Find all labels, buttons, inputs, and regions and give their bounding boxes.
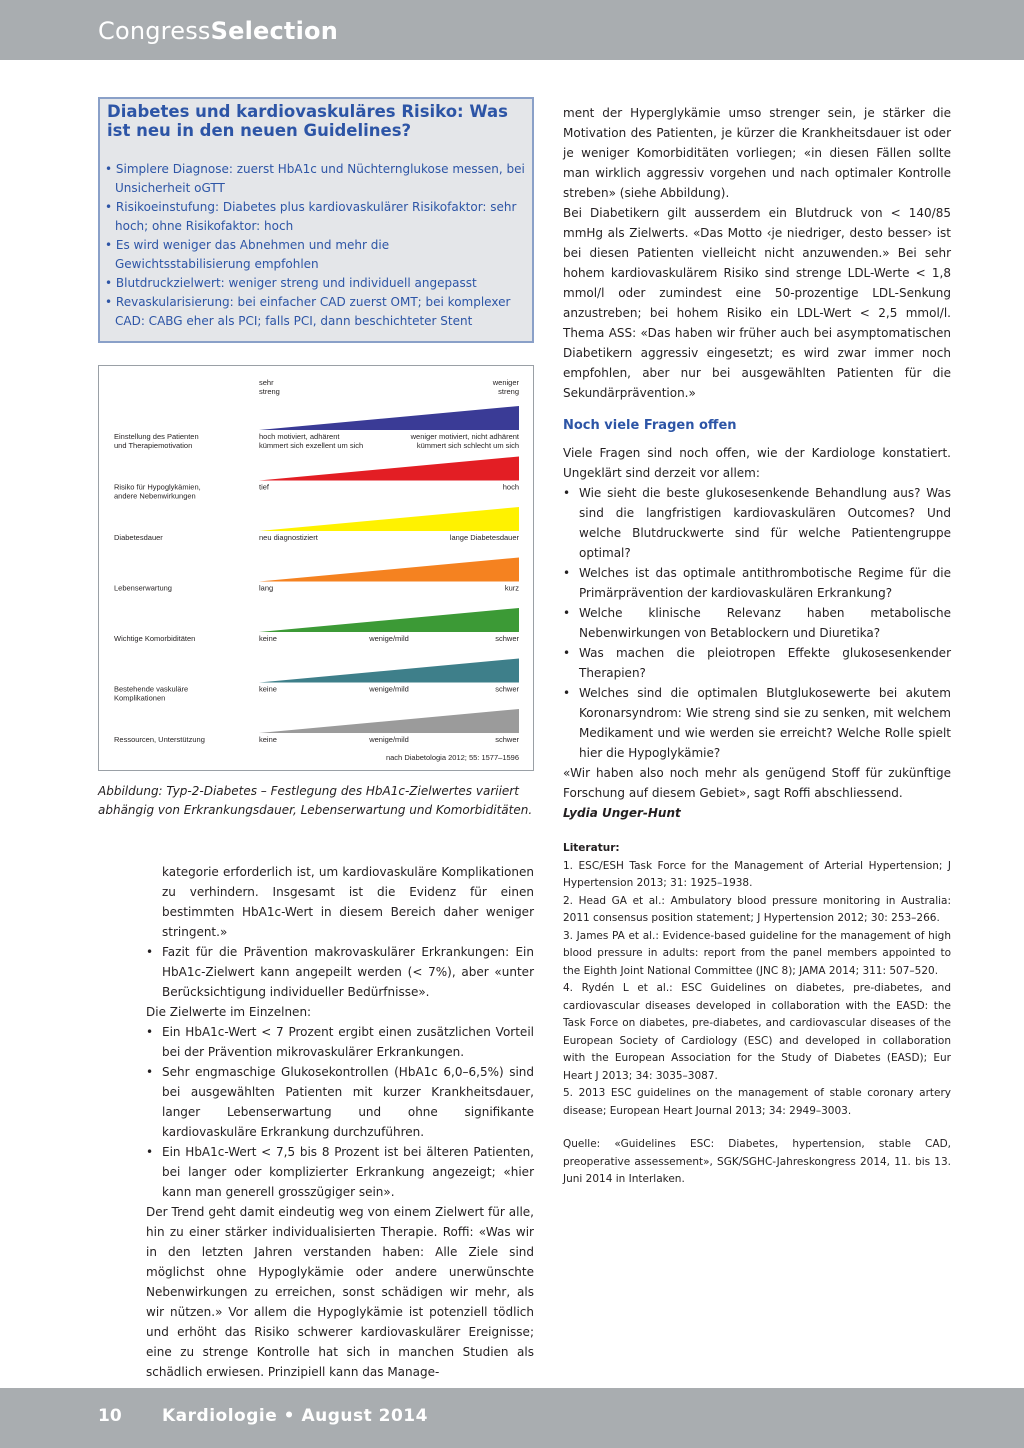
summary-box-title: Diabetes und kardiovaskuläres Risiko: Was ist neu in den neuen Guidelines? — [107, 102, 508, 140]
factor-right-value: schwer — [495, 735, 519, 744]
references — [563, 840, 951, 1189]
publication-title: CongressSelection — [98, 17, 338, 45]
summary-item: • Simplere Diagnose: zuerst HbA1c und Nüchternglukose messen, bei Unsicherheit oGTT — [103, 160, 528, 198]
paragraph: kategorie erforderlich ist, um kardiovaskuläre Komplikationen zu verhindern. Insgesamt ist die Evidenz für einen bestimmten HbA1c-Wert in diesem Bereich daher weniger stringent.» — [162, 865, 534, 939]
factor-label: Wichtige Komorbiditäten — [114, 634, 196, 643]
section-heading: Noch viele Fragen offen — [563, 418, 737, 433]
gradient-wedge — [259, 659, 519, 683]
paragraph: «Wir haben also noch mehr als genügend Stoff für zukünftige Forschung auf diesem Gebiet», sagt Roffi abschliessend. — [563, 766, 951, 800]
article-column-left — [146, 862, 534, 1382]
gradient-wedge — [259, 406, 519, 430]
factor-left-value: lang — [259, 583, 274, 593]
gradient-wedge — [259, 558, 519, 582]
factor-label: Einstellung des Patienten und Therapiemotivation — [114, 432, 199, 450]
factor-left-value: keine — [259, 634, 277, 643]
article-column-right — [563, 103, 951, 823]
factor-left-value: tief — [259, 482, 270, 492]
factor-left-value: hoch motiviert, adhärent kümmert sich exzellent um sich — [259, 432, 364, 450]
author-name: Lydia Unger-Hunt — [563, 806, 681, 820]
diagram-source: nach Diabetologia 2012; 55: 1577–1596 — [385, 753, 519, 762]
summary-box — [98, 97, 534, 343]
reference-item: 1. ESC/ESH Task Force for the Management of Arterial Hypertension; J Hypertension 2013; 31: 1925–1938. — [563, 859, 951, 889]
header-bar — [0, 0, 1024, 60]
paragraph: Die Zielwerte im Einzelnen: — [146, 1005, 312, 1019]
factor-mid-value: wenige/mild — [369, 735, 409, 744]
hba1c-target-diagram — [98, 365, 534, 771]
factor-right-value: lange Diabetesdauer — [449, 533, 519, 542]
gradient-wedge — [259, 507, 519, 531]
question-item: • Welches ist das optimale antithrombotische Regime für die Primärprävention der kardiovaskulären Erkrankung? — [563, 563, 951, 603]
paragraph: Viele Fragen sind noch offen, wie der Kardiologe konstatiert. Ungeklärt sind derzeit vor allem: — [563, 446, 951, 480]
summary-item: • Revaskularisierung: bei einfacher CAD zuerst OMT; bei komplexer CAD: CABG eher als PCI; falls PCI, dann beschichteter Stent — [103, 293, 528, 331]
factor-mid-value: wenige/mild — [369, 684, 409, 694]
question-item: • Wie sieht die beste glukosesenkende Behandlung aus? Was sind die langfristigen kardiovaskulären Outcomes? Und welche Blutdruckwerte sind für welche Patientengruppe optimal? — [563, 483, 951, 563]
factor-label: Risiko für Hypoglykämien, andere Nebenwirkungen — [114, 482, 201, 501]
factor-left-value: keine — [259, 684, 277, 694]
gradient-wedge — [259, 709, 519, 733]
footer-bar — [0, 1388, 1024, 1448]
factor-mid-value: wenige/mild — [369, 634, 409, 643]
summary-list — [103, 160, 528, 331]
bullet-item: • Sehr engmaschige Glukosekontrollen (HbA1c 6,0–6,5%) sind bei ausgewählten Patienten mit kurzer Krankheitsdauer, langer Lebenserwartung und ohne signifikante kardiovaskuläre Erkrankung durchzuführen. — [146, 1062, 534, 1142]
question-item: • Welches sind die optimalen Blutglukosewerte bei akutem Koronarsyndrom: Wie streng sind sie zu senken, mit welchem Medikament und wie werden sie erreicht? Welche Rolle spielt hier die Hypoglykämie? — [563, 683, 951, 763]
summary-item: • Blutdruckzielwert: weniger streng und individuell angepasst — [103, 274, 528, 293]
summary-item: • Es wird weniger das Abnehmen und mehr die Gewichtsstabilisierung empfohlen — [103, 236, 528, 274]
factor-right-value: schwer — [495, 634, 519, 643]
journal-issue: Kardiologie • August 2014 — [162, 1406, 428, 1426]
diagram-canvas — [99, 366, 535, 772]
paragraph: Bei Diabetikern gilt ausserdem ein Blutdruck von < 140/85 mmHg als Zielwerts. «Das Motto ‹je niedriger, desto besser› ist bei diesen Patienten vielleicht nicht anzuwenden.» Bei sehr hohem kardiovaskulärem Risiko sind strenge LDL-Werte < 1,8 mmol/l oder zumindest eine 50-prozentige LDL-Senkung anzustreben; bei hohem Risiko ein LDL-Wert < 2,5 mmol/l. Thema ASS: «Das haben wir früher auch bei asymptomatischen Diabetikern aggressiv eingesetzt; es wird zwar immer noch empfohlen, aber nur bei ausgewählten Patienten für die Sekundärprävention.» — [563, 206, 951, 400]
reference-item: 4. Rydén L et al.: ESC Guidelines on diabetes, pre-diabetes, and cardiovascular diseases developed in collaboration with the EASD: the Task Force on diabetes, pre-diabetes, and cardiovascular diseases of the European Society of Cardiology (ESC) and developed in collaboration with the European Association for the Study of Diabetes (EASD); Eur Heart J 2013; 34: 3035–3087. — [563, 982, 951, 1082]
factor-left-value: neu diagnostiziert — [259, 533, 318, 542]
page-number: 10 — [98, 1406, 122, 1426]
question-item: • Was machen die pleiotropen Effekte glukosesenkender Therapien? — [563, 643, 951, 683]
factor-label: Diabetesdauer — [114, 533, 163, 542]
paragraph: ment der Hyperglykämie umso strenger sein, je stärker die Motivation des Patienten, je kürzer die Krankheitsdauer ist oder je weniger Komorbiditäten vorliegen; «in diesen Fällen sollte man wirklich aggressiv vorgehen und nach optimaler Kontrolle streben» (siehe Abbildung). — [563, 106, 951, 200]
bullet-item: • Fazit für die Prävention makrovaskulärer Erkrankungen: Ein HbA1c-Zielwert kann angepeilt werden (< 7%), aber «unter Berücksichtigung individueller Bedürfnisse». — [146, 942, 534, 1002]
summary-item: • Risikoeinstufung: Diabetes plus kardiovaskulärer Risikofaktor: sehr hoch; ohne Risikofaktor: hoch — [103, 198, 528, 236]
factor-label: Ressourcen, Unterstützung — [114, 735, 205, 744]
source-note: Quelle: «Guidelines ESC: Diabetes, hypertension, stable CAD, preoperative assessement», SGK/SGHC-Jahreskongress 2014, 11. bis 13. Juni 2014 in Interlaken. — [563, 1138, 951, 1185]
factor-left-value: keine — [259, 735, 277, 744]
reference-item: 3. James PA et al.: Evidence-based guideline for the management of high blood pressure in adults: report from the panel members appointed to the Eighth Joint National Committee (JNC 8); JAMA 2014; 311: 507–520. — [563, 929, 951, 977]
references-title: Literatur: — [563, 842, 620, 854]
scale-label-less-strict: weniger streng — [492, 378, 519, 396]
factor-right-value: kurz — [504, 583, 519, 593]
figure-caption: Abbildung: Typ-2-Diabetes – Festlegung des HbA1c-Zielwertes variiert abhängig von Erkrankungsdauer, Lebenserwartung und Komorbiditäten. — [98, 784, 533, 817]
paragraph: Der Trend geht damit eindeutig weg von einem Zielwert für alle, hin zu einer stärker individualisierten Therapie. Roffi: «Was wir in den letzten Jahren verstanden haben: Alle Ziele sind möglichst ohne Hypoglykämie oder andere unerwünschte Nebenwirkungen zu erreichen, sonst schädigen wir mehr, als wir nützen.» Vor allem die Hypoglykämie ist potenziell tödlich und erhöht das Risiko schwerer kardiovaskulärer Ereignisse; eine zu strenge Kontrolle hat sich in manchen Studien als schädlich erwiesen. Prinzipiell kann das Manage- — [146, 1205, 534, 1379]
scale-label-strict: sehr streng — [259, 378, 280, 396]
question-item: • Welche klinische Relevanz haben metabolische Nebenwirkungen von Betablockern und Diuretika? — [563, 603, 951, 643]
factor-label: Bestehende vaskuläre Komplikationen — [114, 684, 189, 703]
factor-right-value: schwer — [495, 684, 519, 694]
gradient-wedge — [259, 457, 519, 481]
gradient-wedge — [259, 608, 519, 632]
reference-item: 2. Head GA et al.: Ambulatory blood pressure monitoring in Australia: 2011 consensus position statement; J Hypertension 2012; 30: 253–266. — [563, 894, 951, 924]
bullet-item: • Ein HbA1c-Wert < 7,5 bis 8 Prozent ist bei älteren Patienten, bei langer oder komplizierter Erkrankung angezeigt; «hier kann man generell grosszügiger sein». — [146, 1142, 534, 1202]
factor-right-value: weniger motiviert, nicht adhärent kümmert sich schlecht um sich — [410, 432, 519, 450]
factor-label: Lebenserwartung — [114, 583, 172, 593]
bullet-item: • Ein HbA1c-Wert < 7 Prozent ergibt einen zusätzlichen Vorteil bei der Prävention mikrovaskulärer Erkrankungen. — [146, 1022, 534, 1062]
reference-item: 5. 2013 ESC guidelines on the management of stable coronary artery disease; European Heart Journal 2013; 34: 2949–3003. — [563, 1087, 951, 1117]
factor-right-value: hoch — [502, 482, 519, 492]
